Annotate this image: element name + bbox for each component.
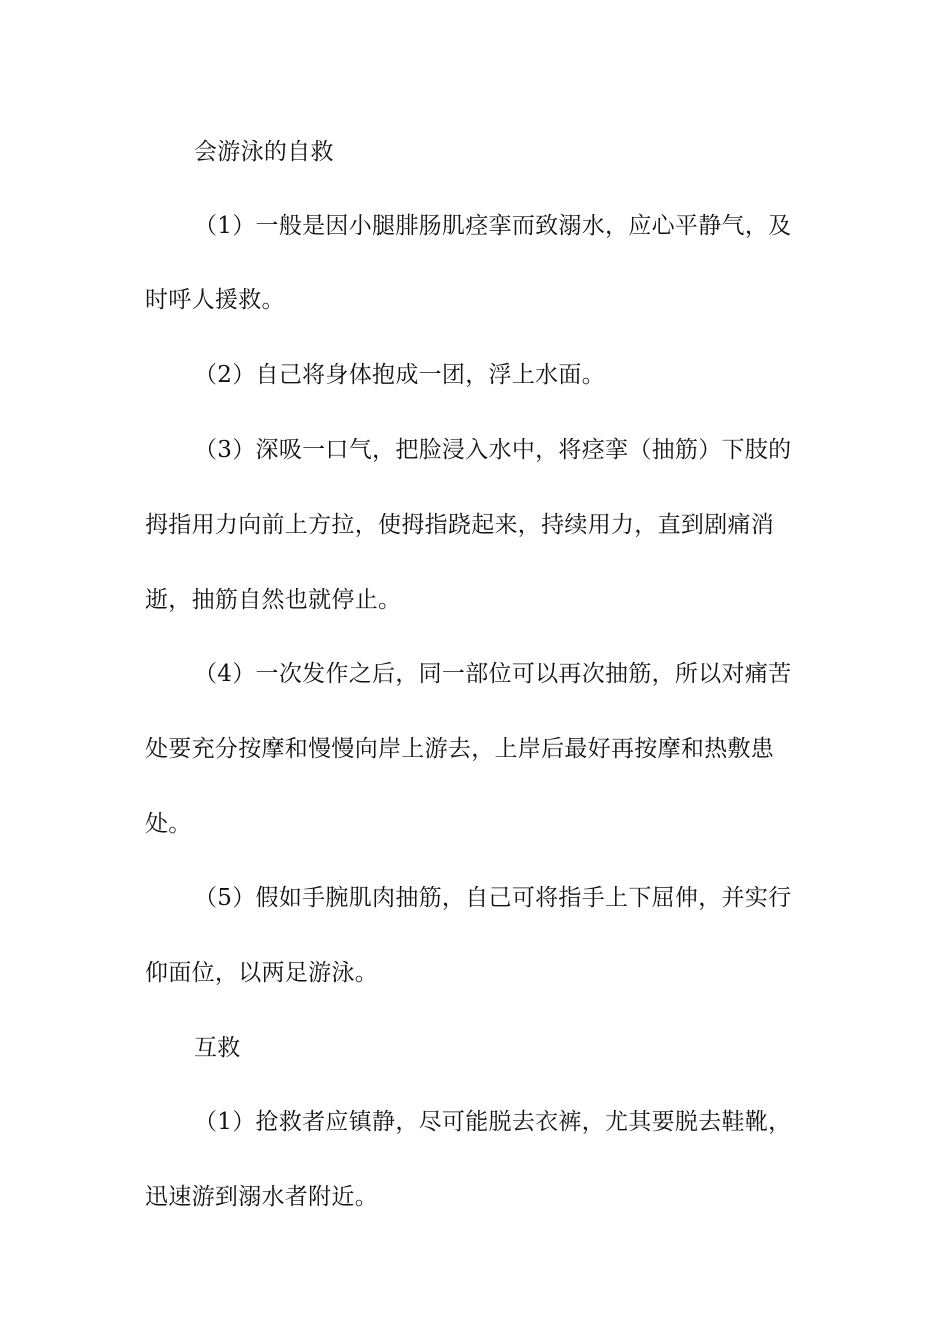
paragraph-line: （1）一般是因小腿腓肠肌痉挛而致溺水，应心平静气，及 — [194, 213, 792, 239]
paragraph-line: 时呼人援救。 — [145, 287, 285, 313]
paragraph-line: 仰面位，以两足游泳。 — [145, 960, 378, 986]
paragraph-line: 迅速游到溺水者附近。 — [145, 1184, 378, 1210]
paragraph-line: （2）自己将身体抱成一团，浮上水面。 — [194, 362, 606, 388]
paragraph-line: 逝，抽筋自然也就停止。 — [145, 587, 402, 613]
paragraph-line: （1）抢救者应镇静，尽可能脱去衣裤，尤其要脱去鞋靴， — [194, 1109, 792, 1135]
paragraph-line: （3）深吸一口气，把脸浸入水中，将痉挛（抽筋）下肢的 — [194, 437, 792, 463]
paragraph-line: （4）一次发作之后，同一部位可以再次抽筋，所以对痛苦 — [194, 661, 792, 687]
paragraph-line: （5）假如手腕肌肉抽筋，自己可将指手上下屈伸，并实行 — [194, 885, 792, 911]
section-heading-mutual-rescue: 互救 — [194, 1035, 241, 1061]
section-heading-self-rescue: 会游泳的自救 — [194, 139, 334, 165]
paragraph-line: 拇指用力向前上方拉，使拇指跷起来，持续用力，直到剧痛消 — [145, 512, 775, 538]
paragraph-line: 处要充分按摩和慢慢向岸上游去，上岸后最好再按摩和热敷患 — [145, 736, 775, 762]
paragraph-line: 处。 — [145, 811, 192, 837]
